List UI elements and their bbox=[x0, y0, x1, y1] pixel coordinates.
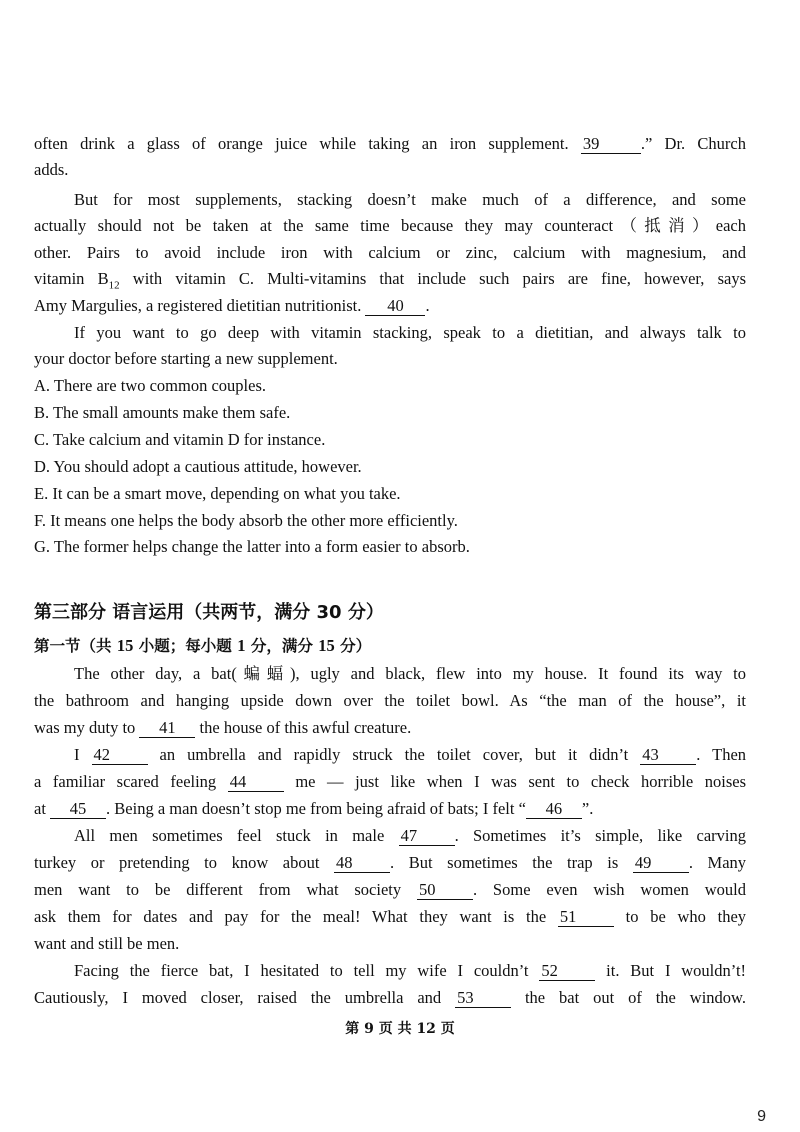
answer-blank-41: 41 bbox=[139, 719, 195, 738]
subsection-heading bbox=[34, 634, 371, 656]
text: .” Dr. Church bbox=[640, 134, 746, 153]
subscript: 12 bbox=[108, 279, 120, 292]
cloze-line bbox=[34, 717, 746, 739]
cloze-line bbox=[34, 987, 746, 1009]
option-g: G. The former helps change the latter into a form easier to absorb. bbox=[34, 537, 470, 556]
text: . Many bbox=[688, 853, 747, 872]
cloze-line bbox=[34, 879, 746, 901]
text: . But sometimes the trap is bbox=[390, 853, 619, 872]
answer-blank-46: 46 bbox=[526, 800, 582, 819]
answer-blank-47: 47 bbox=[399, 827, 455, 846]
text: 小题；每小题 bbox=[133, 637, 238, 655]
passage-line bbox=[34, 133, 746, 155]
text: Facing the fierce bat, I hesitated to tell my wife I couldn’t bbox=[74, 961, 529, 980]
passage-line: But for most supplements, stacking doesn’t make much of a difference, and some bbox=[74, 190, 746, 209]
option-c: C. Take calcium and vitamin D for instance. bbox=[34, 430, 326, 449]
answer-blank-44: 44 bbox=[228, 773, 284, 792]
cloze-line bbox=[34, 852, 746, 874]
cloze-line bbox=[74, 960, 746, 982]
number: 15 bbox=[318, 636, 335, 655]
answer-blank-52: 52 bbox=[539, 962, 595, 981]
option-d: D. You should adopt a cautious attitude, however. bbox=[34, 457, 362, 476]
cloze-line: the bathroom and hanging upside down over the toilet bowl. As “the man of the house”, it bbox=[34, 691, 746, 710]
text: . bbox=[425, 296, 430, 315]
text: 分） bbox=[334, 637, 372, 655]
text: turkey or pretending to know about bbox=[34, 853, 320, 872]
answer-blank-51: 51 bbox=[558, 908, 614, 927]
number: 15 bbox=[116, 636, 134, 655]
option-b: B. The small amounts make them safe. bbox=[34, 403, 291, 422]
section-heading: 第三部分 语言运用（共两节，满分 30 分） bbox=[34, 602, 384, 623]
text: I bbox=[74, 745, 80, 764]
passage-line bbox=[34, 268, 746, 296]
number: 1 bbox=[237, 636, 246, 655]
option-f: F. It means one helps the body absorb the other more efficiently. bbox=[34, 511, 458, 530]
cloze-line: want and still be men. bbox=[34, 934, 180, 953]
text: men want to be different from what society bbox=[34, 880, 402, 899]
text: . Then bbox=[696, 745, 747, 764]
text: 分，满分 bbox=[245, 637, 319, 655]
text: it. But I wouldn’t! bbox=[606, 961, 747, 980]
answer-blank-42: 42 bbox=[92, 746, 148, 765]
answer-blank-45: 45 bbox=[50, 800, 106, 819]
passage-line: If you want to go deep with vitamin stacking, speak to a dietitian, and always talk to bbox=[74, 323, 746, 342]
text: was my duty to bbox=[34, 718, 136, 737]
text: ask them for dates and pay for the meal! What they want is the bbox=[34, 907, 547, 926]
option-e: E. It can be a smart move, depending on what you take. bbox=[34, 484, 401, 503]
text: an umbrella and rapidly struck the toilet cover, but it didn’t bbox=[159, 745, 629, 764]
text: vitamin B bbox=[34, 269, 109, 288]
option-a: A. There are two common couples. bbox=[34, 376, 266, 395]
text: Cautiously, I moved closer, raised the umbrella and bbox=[34, 988, 442, 1007]
corner-page-number: 9 bbox=[757, 1108, 766, 1125]
text: . Some even wish women would bbox=[472, 880, 746, 899]
text: All men sometimes feel stuck in male bbox=[74, 826, 385, 845]
cloze-line bbox=[34, 798, 746, 820]
passage-line: actually should not be taken at the same time because they may counteract（抵消）each bbox=[34, 216, 746, 235]
passage-line: adds. bbox=[34, 160, 69, 179]
page-footer: 第 9 页 共 12 页 bbox=[345, 1021, 455, 1037]
text: Amy Margulies, a registered dietitian nutritionist. bbox=[34, 296, 362, 315]
text: 第一节（共 bbox=[34, 637, 117, 655]
passage-line bbox=[34, 295, 746, 317]
text: ”. bbox=[581, 799, 594, 818]
passage-line: your doctor before starting a new supplement. bbox=[34, 349, 338, 368]
text: often drink a glass of orange juice while taking an iron supplement. bbox=[34, 134, 569, 153]
answer-blank-39: 39 bbox=[581, 135, 641, 154]
answer-blank-49: 49 bbox=[633, 854, 689, 873]
text: me — just like when I was sent to check horrible noises bbox=[295, 772, 746, 791]
text: . Being a man doesn’t stop me from being afraid of bats; I felt “ bbox=[106, 799, 526, 818]
text: . Sometimes it’s simple, like carving bbox=[454, 826, 746, 845]
cloze-line bbox=[74, 825, 746, 847]
cloze-line bbox=[34, 906, 746, 928]
text: with vitamin C. Multi-vitamins that include such pairs are fine, however, says bbox=[119, 269, 746, 288]
text: the bat out of the window. bbox=[524, 988, 746, 1007]
text: to be who they bbox=[625, 907, 747, 926]
answer-blank-53: 53 bbox=[455, 989, 511, 1008]
text: a familiar scared feeling bbox=[34, 772, 217, 791]
answer-blank-43: 43 bbox=[640, 746, 696, 765]
cloze-line bbox=[74, 744, 746, 766]
answer-blank-40: 40 bbox=[365, 297, 425, 316]
text: the house of this awful creature. bbox=[199, 718, 412, 737]
answer-blank-48: 48 bbox=[334, 854, 390, 873]
cloze-line bbox=[34, 771, 746, 793]
cloze-line: The other day, a bat(蝙蝠), ugly and black, flew into my house. It found its way to bbox=[74, 664, 746, 683]
answer-blank-50: 50 bbox=[417, 881, 473, 900]
passage-line: other. Pairs to avoid include iron with calcium or zinc, calcium with magnesium, and bbox=[34, 243, 746, 262]
text: at bbox=[34, 799, 46, 818]
